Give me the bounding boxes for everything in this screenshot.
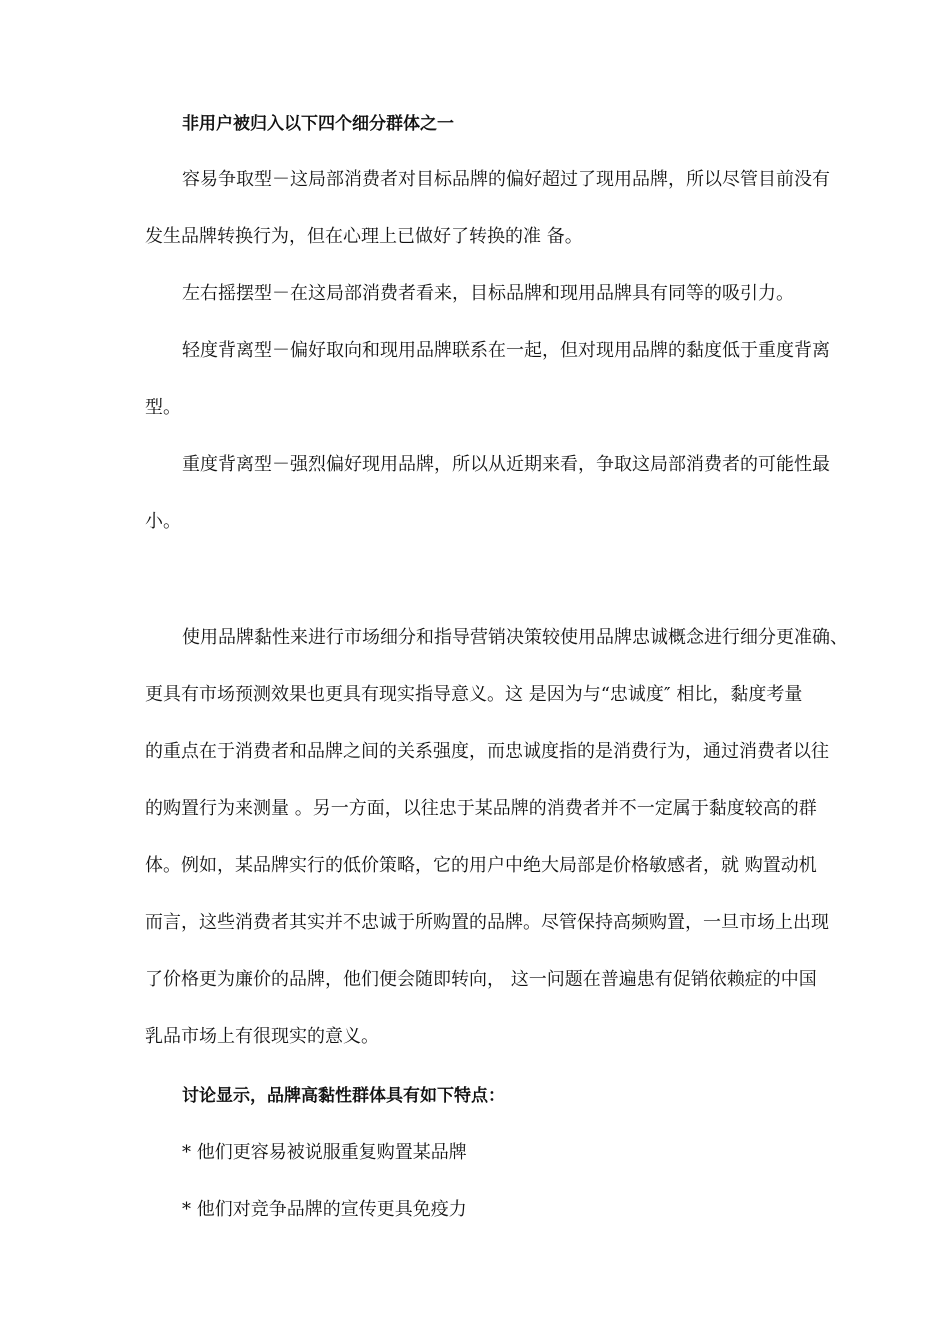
bullet-item-2: * 他们对竞争品牌的宣传更具免疫力 [182, 1199, 467, 1220]
paragraph-heavy-deviation-line-2: 小。 [145, 511, 181, 532]
paragraph-stickiness-line-6: 而言，这些消费者其实并不忠诚于所购置的品牌。尽管保持高频购置，一旦市场上出现 [145, 912, 829, 933]
paragraph-stickiness-line-8: 乳品市场上有很现实的意义。 [145, 1026, 379, 1047]
paragraph-easy-to-win-line-2: 发生品牌转换行为，但在心理上已做好了转换的准 备。 [145, 226, 583, 247]
paragraph-light-deviation-line-1: 轻度背离型－偏好取向和现用品牌联系在一起，但对现用品牌的黏度低于重度背离 [182, 340, 830, 361]
paragraph-heavy-deviation-line-1: 重度背离型－强烈偏好现用品牌，所以从近期来看，争取这局部消费者的可能性最 [182, 454, 830, 475]
paragraph-stickiness-line-2: 更具有市场预测效果也更具有现实指导意义。这 是因为与“忠诚度″ 相比，黏度考量 [145, 684, 803, 705]
paragraph-stickiness-line-7: 了价格更为廉价的品牌，他们便会随即转向， 这一问题在普遍患有促销依赖症的中国 [145, 969, 817, 990]
paragraph-stickiness-line-1: 使用品牌黏性来进行市场细分和指导营销决策较使用品牌忠诚概念进行细分更准确、 [182, 627, 848, 648]
paragraph-swing-line-1: 左右摇摆型－在这局部消费者看来，目标品牌和现用品牌具有同等的吸引力。 [182, 283, 794, 304]
paragraph-easy-to-win-line-1: 容易争取型－这局部消费者对目标品牌的偏好超过了现用品牌，所以尽管目前没有 [182, 169, 830, 190]
section-heading-non-users: 非用户被归入以下四个细分群体之一 [182, 114, 454, 134]
bullet-item-1: * 他们更容易被说服重复购置某品牌 [182, 1142, 467, 1163]
paragraph-light-deviation-line-2: 型。 [145, 397, 181, 418]
paragraph-stickiness-line-3: 的重点在于消费者和品牌之间的关系强度，而忠诚度指的是消费行为，通过消费者以往 [145, 741, 829, 762]
paragraph-stickiness-line-4: 的购置行为来测量 。另一方面，以往忠于某品牌的消费者并不一定属于黏度较高的群 [145, 798, 817, 819]
paragraph-stickiness-line-5: 体。例如，某品牌实行的低价策略，它的用户中绝大局部是价格敏感者，就 购置动机 [145, 855, 817, 876]
section-heading-high-stickiness: 讨论显示，品牌高黏性群体具有如下特点： [182, 1086, 505, 1106]
